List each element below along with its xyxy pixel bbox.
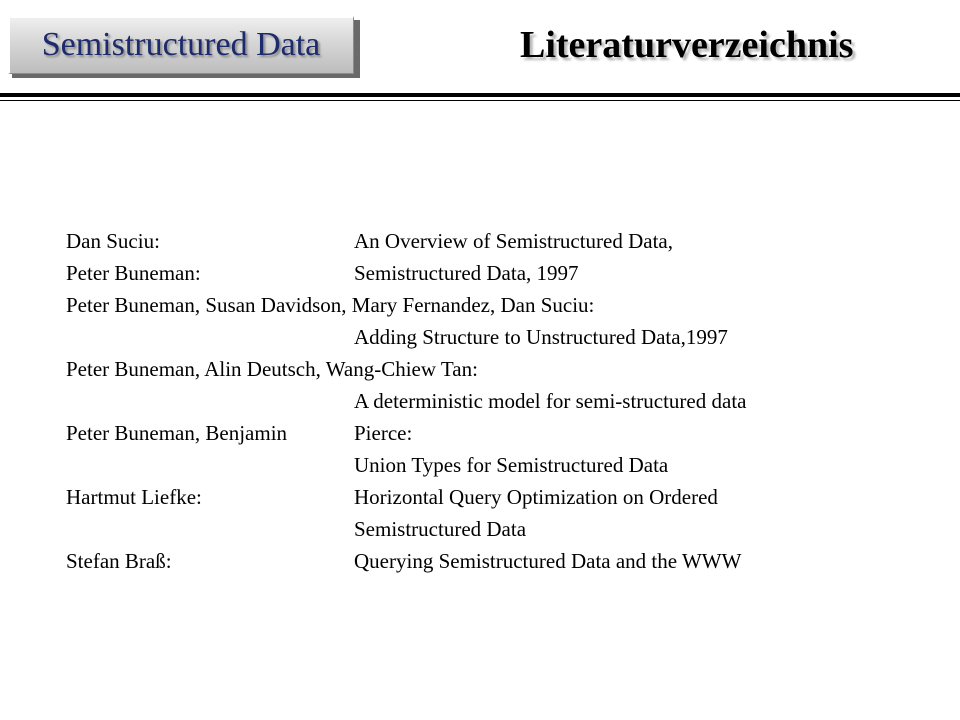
reference-line: [66, 321, 946, 353]
reference-line: [66, 481, 946, 513]
reference-author: Hartmut Liefke:: [66, 485, 202, 509]
reference-line: [66, 417, 946, 449]
reference-author: Peter Buneman, Susan Davidson, Mary Fernandez, Dan Suciu:: [66, 293, 595, 317]
section-tab-label: Semistructured Data: [41, 26, 321, 63]
reference-author: Dan Suciu:: [66, 229, 160, 253]
reference-detail: An Overview of Semistructured Data,: [354, 229, 673, 253]
reference-detail: Semistructured Data: [354, 517, 527, 541]
reference-author: Peter Buneman:: [66, 261, 201, 285]
reference-detail: Adding Structure to Unstructured Data,1997: [354, 325, 728, 349]
reference-author: Peter Buneman, Benjamin: [66, 421, 288, 445]
reference-line: [66, 225, 946, 257]
reference-line: [66, 289, 946, 321]
reference-line: [66, 385, 946, 417]
reference-author: Peter Buneman, Alin Deutsch, Wang-Chiew Tan:: [66, 357, 478, 381]
reference-line: [66, 449, 946, 481]
reference-author: Stefan Braß:: [66, 549, 172, 573]
reference-detail: Semistructured Data, 1997: [354, 261, 579, 285]
reference-detail: A deterministic model for semi-structured data: [354, 389, 747, 413]
reference-list: [66, 225, 946, 577]
slide-title: Literaturverzeichnis: [520, 24, 854, 66]
reference-detail: Pierce:: [354, 421, 413, 445]
section-tab: [8, 16, 354, 74]
reference-detail: Querying Semistructured Data and the WWW: [354, 549, 742, 573]
reference-line: [66, 353, 946, 385]
reference-line: [66, 257, 946, 289]
reference-line: [66, 545, 946, 577]
header-rule-thin: [0, 100, 960, 101]
reference-detail: Union Types for Semistructured Data: [354, 453, 669, 477]
header-rule-thick: [0, 93, 960, 97]
reference-detail: Horizontal Query Optimization on Ordered: [354, 485, 718, 509]
reference-line: [66, 513, 946, 545]
